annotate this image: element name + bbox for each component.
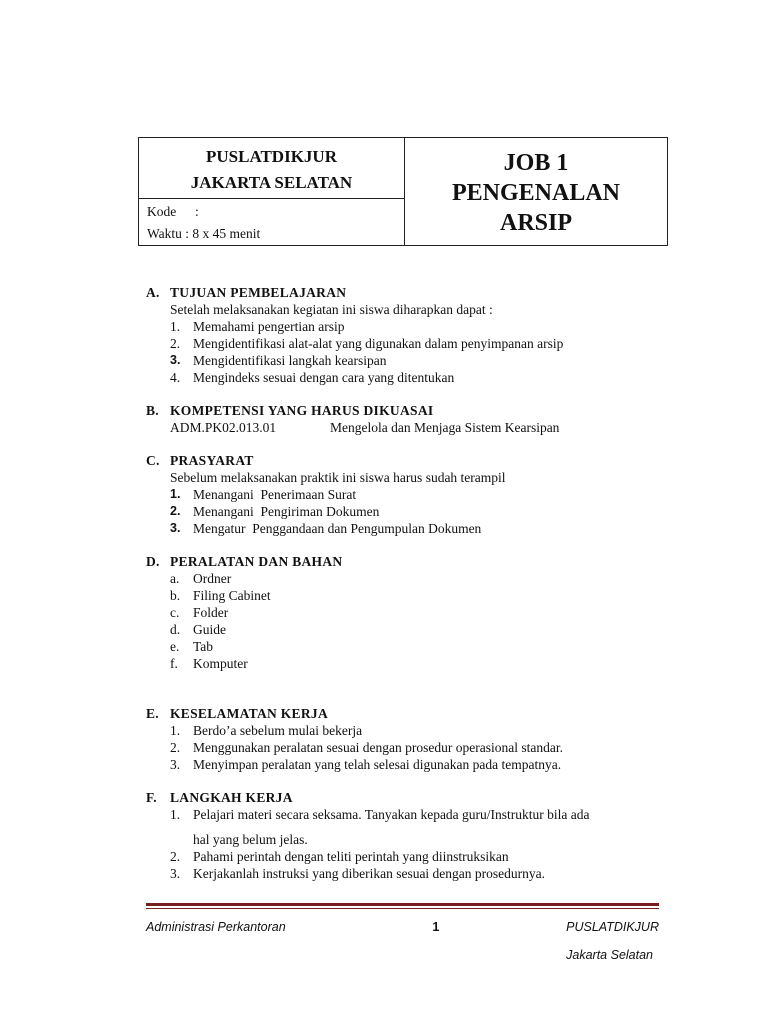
list-item (146, 503, 666, 520)
footer-right-line2: Jakarta Selatan (566, 948, 653, 962)
list-text: Mengidentifikasi langkah kearsipan (193, 353, 387, 368)
list-item (146, 486, 666, 503)
list-text: Guide (193, 622, 226, 637)
list-item-continuation: hal yang belum jelas. (193, 832, 308, 847)
section-heading: TUJUAN PEMBELAJARAN (170, 285, 347, 300)
list-text: Pahami perintah dengan teliti perintah yang diinstruksikan (193, 849, 509, 864)
header-left (139, 138, 405, 245)
section-f-title (146, 789, 666, 806)
section-letter: C. (146, 453, 160, 468)
waktu-row (147, 223, 404, 245)
list-item (146, 570, 666, 587)
list-item (146, 520, 666, 537)
list-number: 3. (170, 866, 181, 881)
list-item (146, 848, 666, 865)
org-name (139, 138, 404, 199)
list-item (146, 335, 666, 352)
list-item (146, 739, 666, 756)
spacer (146, 386, 666, 402)
org-line2: JAKARTA SELATAN (190, 173, 353, 192)
list-item (146, 722, 666, 739)
list-number: 1. (170, 723, 181, 738)
job-line1: JOB 1 (503, 150, 569, 176)
section-d-title (146, 553, 666, 570)
section-heading: PRASYARAT (170, 453, 254, 468)
section-heading: LANGKAH KERJA (170, 790, 293, 805)
section-letter: B. (146, 403, 159, 418)
footer-rule-thin (146, 908, 659, 909)
list-item (146, 621, 666, 638)
list-letter: e. (170, 639, 180, 654)
section-c-title (146, 452, 666, 469)
spacer (146, 672, 666, 705)
list-text: Filing Cabinet (193, 588, 271, 603)
job-line3: ARSIP (499, 210, 572, 236)
waktu-label: Waktu (147, 226, 182, 241)
list-letter: c. (170, 605, 180, 620)
list-text: Memahami pengertian arsip (193, 319, 345, 334)
section-heading: KOMPETENSI YANG HARUS DIKUASAI (170, 403, 434, 418)
list-letter: a. (170, 571, 180, 586)
list-text: Menggunakan peralatan sesuai dengan prosedur operasional standar. (193, 740, 563, 755)
list-text: Menangani Penerimaan Surat (193, 487, 357, 502)
list-text: Berdo’a sebelum mulai bekerja (193, 723, 363, 738)
page-footer (146, 903, 659, 962)
page-number: 1 (432, 920, 440, 934)
section-a-title (146, 284, 666, 301)
list-text: Mengindeks sesuai dengan cara yang ditentukan (193, 370, 455, 385)
list-letter: f. (170, 656, 178, 671)
list-item (146, 318, 666, 335)
list-number: 1. (170, 487, 181, 501)
list-item (146, 865, 666, 882)
footer-right: PUSLATDIKJUR (566, 920, 659, 934)
competency-desc: Mengelola dan Menjaga Sistem Kearsipan (330, 420, 560, 435)
list-number: 1. (170, 807, 181, 822)
list-item (146, 587, 666, 604)
kode-value: : (195, 204, 199, 219)
footer-rule-thick (146, 903, 659, 906)
document-body (146, 284, 666, 882)
org-line1: PUSLATDIKJUR (206, 147, 337, 166)
list-text: Ordner (193, 571, 232, 586)
list-item (146, 352, 666, 369)
section-c-intro: Sebelum melaksanakan praktik ini siswa harus sudah terampil (170, 470, 506, 485)
list-item (146, 806, 666, 823)
job-title (405, 138, 667, 245)
section-e-title (146, 705, 666, 722)
section-letter: A. (146, 285, 160, 300)
spacer (146, 773, 666, 789)
list-item (146, 369, 666, 386)
kode-row (147, 201, 404, 223)
list-text: Tab (193, 639, 214, 654)
list-number: 2. (170, 504, 181, 518)
list-letter: b. (170, 588, 181, 603)
section-heading: PERALATAN DAN BAHAN (170, 554, 343, 569)
kode-label: Kode (147, 204, 177, 219)
list-text: Mengatur Penggandaan dan Pengumpulan Dokumen (193, 521, 482, 536)
spacer (146, 436, 666, 452)
list-item (146, 638, 666, 655)
competency-row (146, 419, 666, 436)
list-number: 3. (170, 757, 181, 772)
section-b-title (146, 402, 666, 419)
spacer (146, 537, 666, 553)
waktu-value: : 8 x 45 menit (185, 226, 261, 241)
job-line2: PENGENALAN (451, 180, 620, 206)
list-number: 3. (170, 353, 181, 367)
footer-left: Administrasi Perkantoran (146, 920, 286, 934)
list-text: Mengidentifikasi alat-alat yang digunakan dalam penyimpanan arsip (193, 336, 564, 351)
section-letter: F. (146, 790, 157, 805)
list-item (146, 655, 666, 672)
list-text: Kerjakanlah instruksi yang diberikan sesuai dengan prosedurnya. (193, 866, 546, 881)
list-text: Menangani Pengiriman Dokumen (193, 504, 380, 519)
competency-code: ADM.PK02.013.01 (170, 420, 277, 435)
list-number: 2. (170, 740, 181, 755)
list-number: 3. (170, 521, 181, 535)
list-item (146, 604, 666, 621)
section-a-intro: Setelah melaksanakan kegiatan ini siswa diharapkan dapat : (170, 302, 493, 317)
list-text: Menyimpan peralatan yang telah selesai digunakan pada tempatnya. (193, 757, 562, 772)
section-heading: KESELAMATAN KERJA (170, 706, 328, 721)
list-text: Folder (193, 605, 229, 620)
list-text: Pelajari materi secara seksama. Tanyakan kepada guru/Instruktur bila ada (193, 807, 590, 822)
list-number: 2. (170, 336, 181, 351)
list-item (146, 756, 666, 773)
footer-line (146, 920, 659, 934)
header-table (138, 137, 668, 246)
list-text: Komputer (193, 656, 248, 671)
list-number: 1. (170, 319, 181, 334)
list-number: 4. (170, 370, 181, 385)
list-number: 2. (170, 849, 181, 864)
section-letter: E. (146, 706, 159, 721)
meta-box (139, 199, 404, 245)
list-letter: d. (170, 622, 181, 637)
section-letter: D. (146, 554, 160, 569)
